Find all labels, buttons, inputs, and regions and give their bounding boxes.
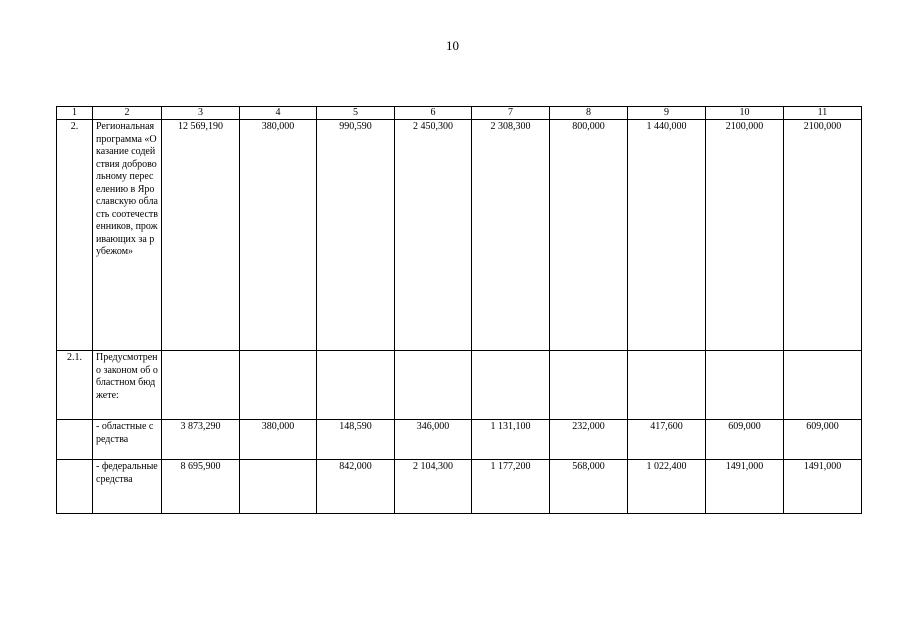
value-cell: 3 873,290 <box>162 420 240 460</box>
header-cell: 11 <box>784 107 862 120</box>
value-cell <box>628 351 706 420</box>
value-cell: 380,000 <box>240 120 317 351</box>
value-cell: 1491,000 <box>784 460 862 514</box>
row-number-cell <box>57 460 93 514</box>
header-cell: 10 <box>706 107 784 120</box>
value-cell: 148,590 <box>317 420 395 460</box>
row-label-cell: - областные средства <box>93 420 162 460</box>
value-cell: 609,000 <box>784 420 862 460</box>
value-cell <box>706 351 784 420</box>
value-cell: 2100,000 <box>706 120 784 351</box>
value-cell: 568,000 <box>550 460 628 514</box>
value-cell: 12 569,190 <box>162 120 240 351</box>
header-row <box>57 107 862 120</box>
value-cell <box>240 460 317 514</box>
table-row <box>57 460 862 514</box>
value-cell: 380,000 <box>240 420 317 460</box>
value-cell <box>395 351 472 420</box>
value-cell <box>162 351 240 420</box>
header-cell: 1 <box>57 107 93 120</box>
value-cell: 232,000 <box>550 420 628 460</box>
row-label-cell: Региональная программа «Оказание содействия добровольному переселению в Ярославскую область соотечественников, проживающих за рубежом» <box>93 120 162 351</box>
value-cell: 609,000 <box>706 420 784 460</box>
value-cell: 1 440,000 <box>628 120 706 351</box>
row-number-cell: 2.1. <box>57 351 93 420</box>
table-row <box>57 351 862 420</box>
value-cell <box>317 351 395 420</box>
value-cell <box>472 351 550 420</box>
value-cell: 1491,000 <box>706 460 784 514</box>
row-number-cell <box>57 420 93 460</box>
table-row <box>57 420 862 460</box>
value-cell <box>550 351 628 420</box>
header-cell: 4 <box>240 107 317 120</box>
row-label-cell: - федеральные средства <box>93 460 162 514</box>
value-cell: 990,590 <box>317 120 395 351</box>
value-cell: 2 308,300 <box>472 120 550 351</box>
header-cell: 5 <box>317 107 395 120</box>
value-cell: 417,600 <box>628 420 706 460</box>
header-cell: 3 <box>162 107 240 120</box>
header-cell: 2 <box>93 107 162 120</box>
value-cell: 1 177,200 <box>472 460 550 514</box>
row-label-cell: Предусмотрено законом об областном бюджете: <box>93 351 162 420</box>
value-cell: 346,000 <box>395 420 472 460</box>
value-cell: 800,000 <box>550 120 628 351</box>
value-cell <box>784 351 862 420</box>
page-number: 10 <box>446 38 459 53</box>
value-cell: 2 104,300 <box>395 460 472 514</box>
data-table <box>56 106 862 514</box>
table-row <box>57 120 862 351</box>
row-number-cell: 2. <box>57 120 93 351</box>
value-cell: 2100,000 <box>784 120 862 351</box>
value-cell: 2 450,300 <box>395 120 472 351</box>
header-cell: 8 <box>550 107 628 120</box>
value-cell: 8 695,900 <box>162 460 240 514</box>
header-cell: 7 <box>472 107 550 120</box>
header-cell: 6 <box>395 107 472 120</box>
header-cell: 9 <box>628 107 706 120</box>
value-cell: 1 131,100 <box>472 420 550 460</box>
value-cell <box>240 351 317 420</box>
value-cell: 1 022,400 <box>628 460 706 514</box>
value-cell: 842,000 <box>317 460 395 514</box>
